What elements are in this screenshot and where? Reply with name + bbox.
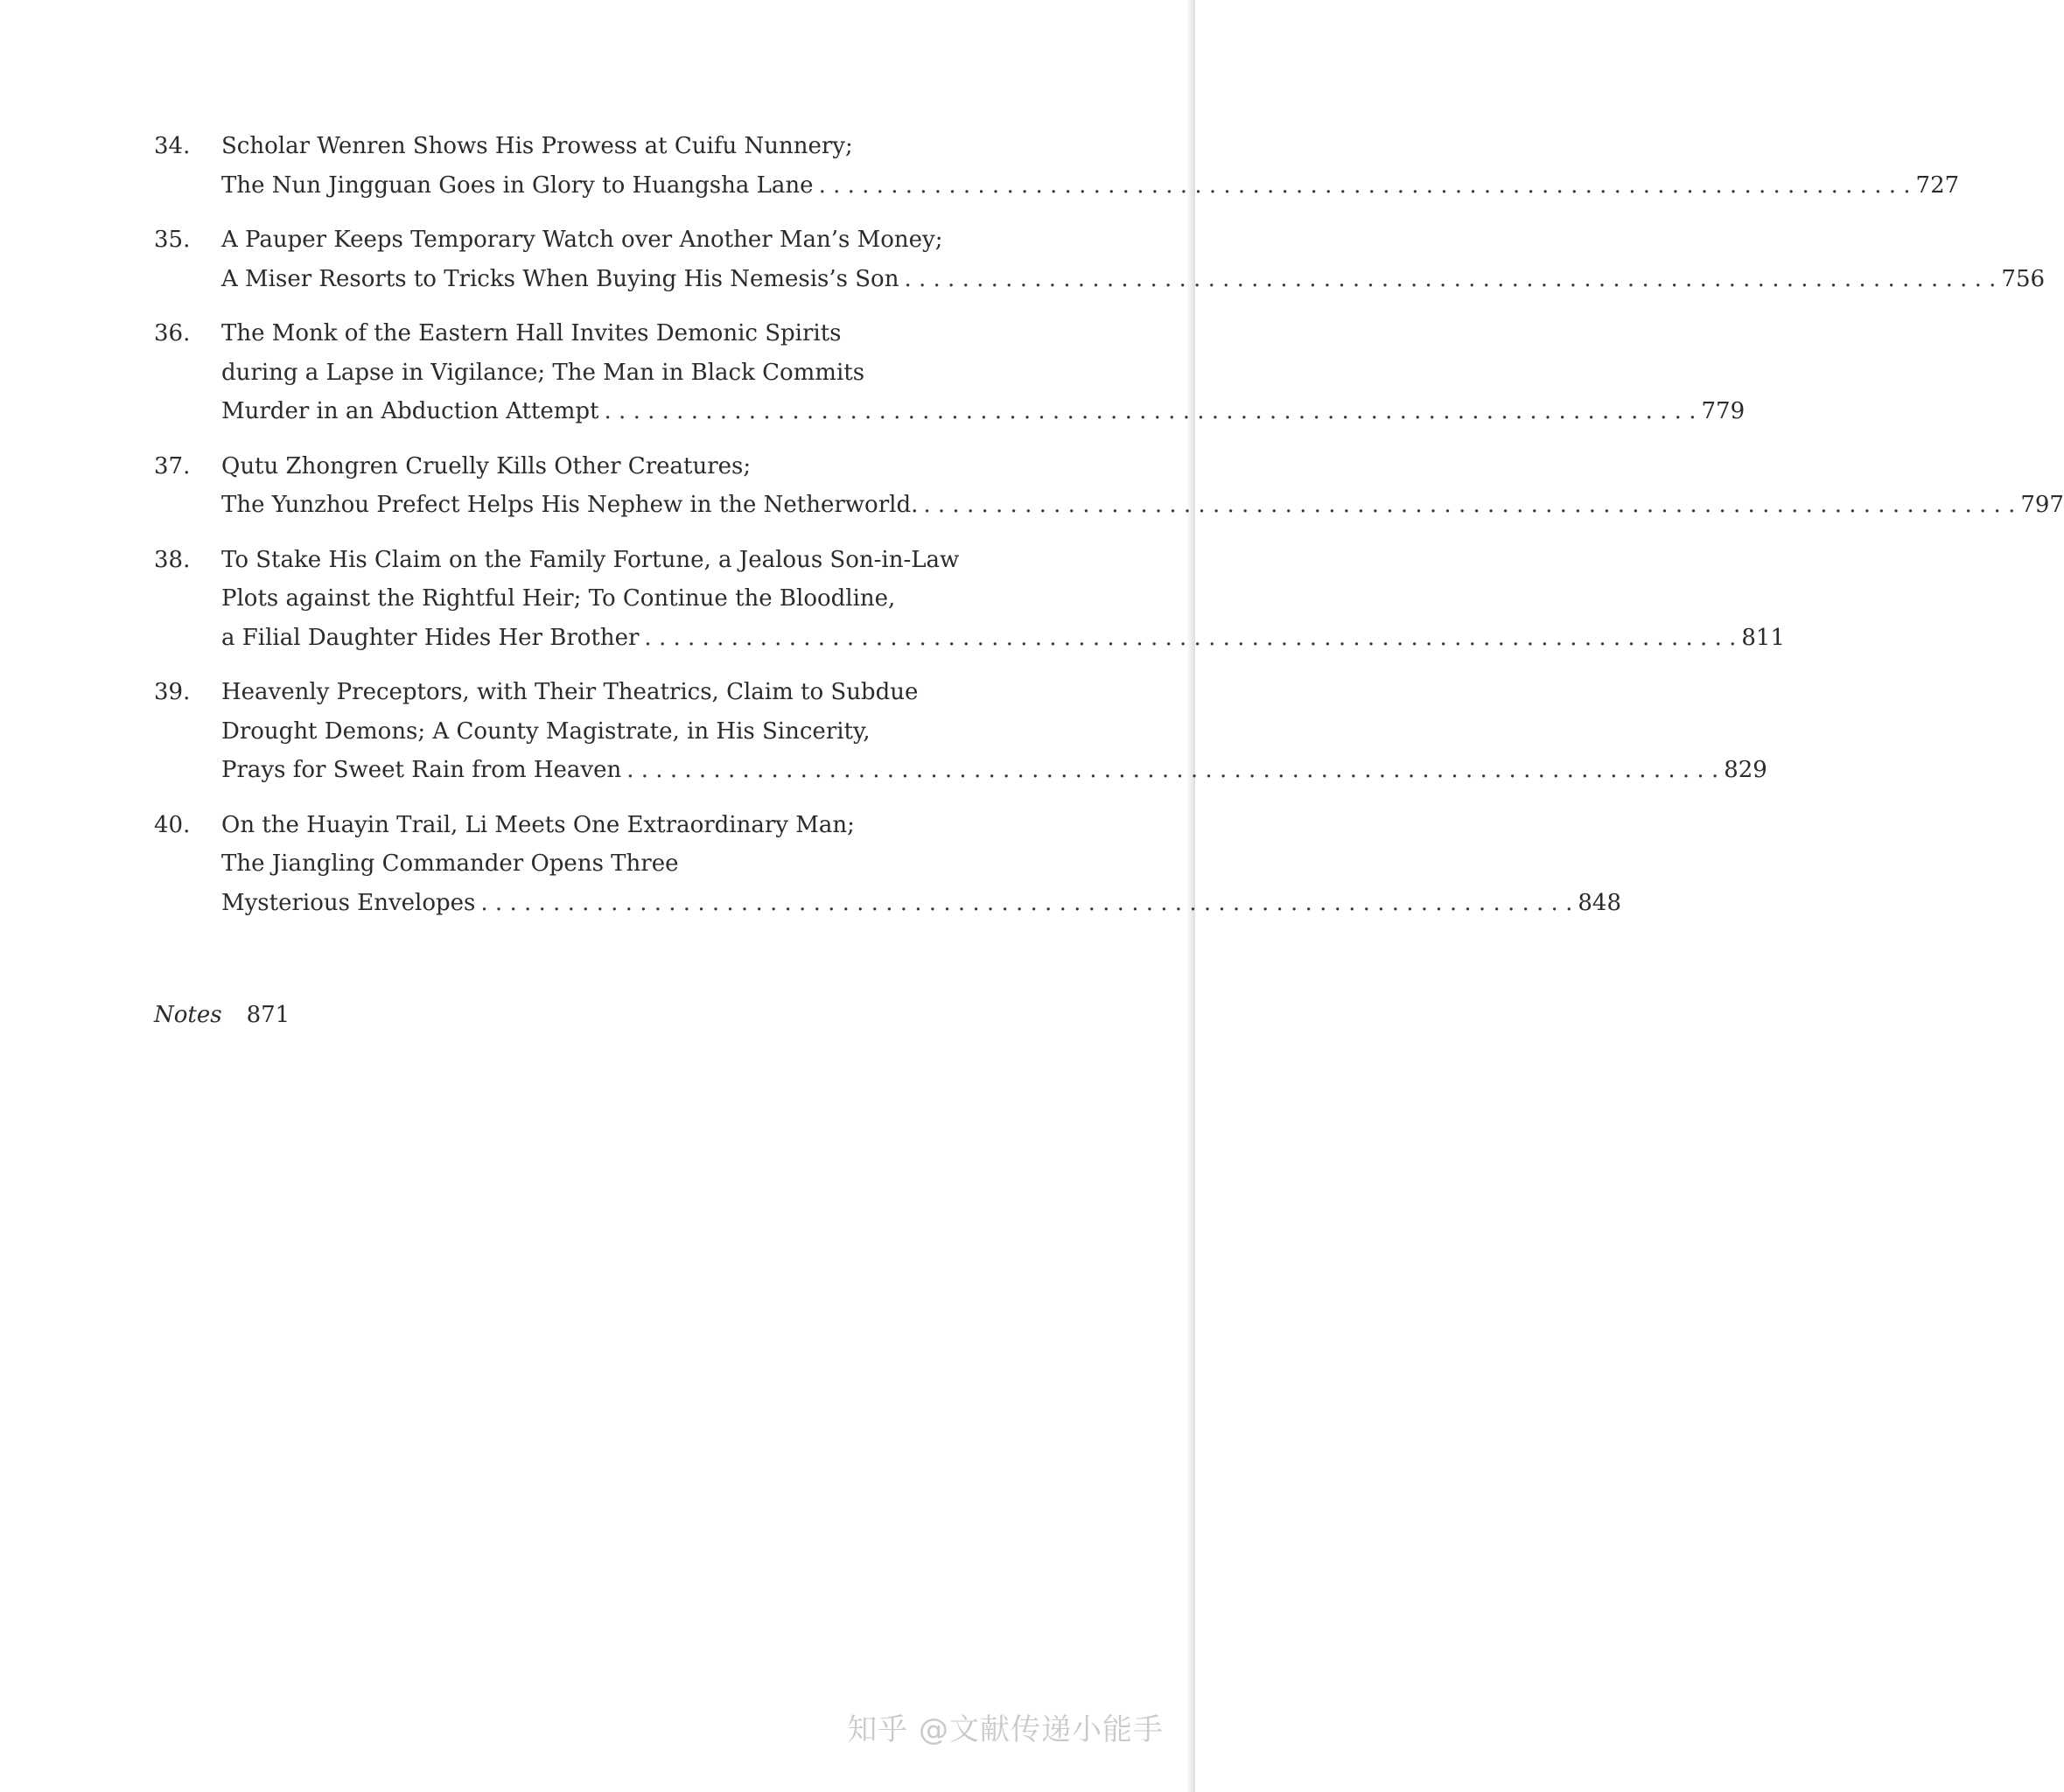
title-line: Murder in an Abduction Attempt: [221, 398, 599, 424]
page-number: 727: [1915, 172, 1960, 199]
watermark: 知乎 @文献传递小能手: [847, 1712, 1164, 1747]
chapter-title: [221, 673, 1767, 790]
title-line: a Filial Daughter Hides Her Brother: [221, 624, 640, 651]
dot-leader: [923, 486, 2015, 525]
title-line: Mysterious Envelopes: [221, 889, 476, 916]
chapter-number: 36.: [154, 320, 191, 346]
chapter-title: [221, 220, 2045, 298]
dot-leader: [480, 884, 1572, 923]
title-line: The Jiangling Commander Opens Three: [221, 850, 679, 877]
table-of-contents: [154, 127, 2064, 938]
chapter-number: 39.: [154, 679, 191, 705]
title-line: On the Huayin Trail, Li Meets One Extraordinary Man;: [221, 811, 855, 838]
title-line: A Miser Resorts to Tricks When Buying His Nemesis’s Son: [221, 265, 899, 292]
dot-leader: [819, 166, 1911, 206]
title-line: The Monk of the Eastern Hall Invites Demonic Spirits: [221, 320, 842, 346]
page-number: 779: [1701, 398, 1746, 424]
title-last-line: [221, 392, 1745, 431]
title-line: Scholar Wenren Shows His Prowess at Cuifu Nunnery;: [221, 133, 853, 159]
toc-entry-40[interactable]: [154, 806, 1621, 923]
chapter-number: 37.: [154, 452, 191, 480]
toc-entry-36[interactable]: [154, 314, 1746, 431]
title-line: The Nun Jingguan Goes in Glory to Huangsha Lane: [221, 172, 814, 199]
chapter-title: [221, 806, 1621, 923]
toc-entry-37[interactable]: [154, 447, 2064, 525]
toc-entry-notes[interactable]: [154, 996, 290, 1034]
title-line: Plots against the Rightful Heir; To Continue the Bloodline,: [221, 585, 896, 612]
chapter-number: 40.: [154, 811, 191, 838]
dot-leader: [904, 260, 1996, 299]
title-line: during a Lapse in Vigilance; The Man in Black Commits: [221, 359, 865, 386]
title-line: Qutu Zhongren Cruelly Kills Other Creatures;: [221, 452, 752, 480]
dot-leader: [644, 619, 1736, 658]
title-last-line: [221, 751, 1767, 790]
chapter-number: 35.: [154, 227, 191, 253]
page-number: 797: [2020, 492, 2064, 518]
notes-page-number: 871: [246, 1002, 290, 1028]
chapter-title: [221, 127, 1959, 205]
toc-entry-39[interactable]: [154, 673, 1767, 790]
title-line: Heavenly Preceptors, with Their Theatrics, Claim to Subdue: [221, 679, 919, 705]
dot-leader: [626, 751, 1718, 790]
title-line: To Stake His Claim on the Family Fortune, a Jealous Son-in-Law: [221, 546, 960, 573]
page-number: 811: [1741, 624, 1786, 651]
title-last-line: [221, 619, 1785, 658]
toc-entry-35[interactable]: [154, 220, 2046, 298]
title-line: The Yunzhou Prefect Helps His Nephew in the Netherworld.: [221, 492, 919, 518]
toc-entry-38[interactable]: [154, 541, 1786, 658]
title-last-line: [221, 166, 1959, 206]
title-line: Prays for Sweet Rain from Heaven: [221, 757, 622, 783]
page-number: 756: [2001, 265, 2046, 292]
notes-label: Notes: [154, 1002, 222, 1028]
page-number: 848: [1578, 889, 1621, 916]
title-last-line: [221, 884, 1621, 923]
toc-entry-34[interactable]: [154, 127, 1960, 205]
chapter-number: 38.: [154, 546, 191, 573]
title-last-line: [221, 486, 2064, 525]
chapter-title: [221, 447, 2064, 525]
chapter-title: [221, 314, 1745, 431]
title-line: A Pauper Keeps Temporary Watch over Another Man’s Money;: [221, 227, 943, 253]
page-number: 829: [1724, 757, 1767, 783]
title-last-line: [221, 260, 2045, 299]
chapter-title: [221, 541, 1785, 658]
chapter-number: 34.: [154, 133, 191, 159]
title-line: Drought Demons; A County Magistrate, in His Sincerity,: [221, 718, 871, 745]
dot-leader: [605, 392, 1697, 431]
